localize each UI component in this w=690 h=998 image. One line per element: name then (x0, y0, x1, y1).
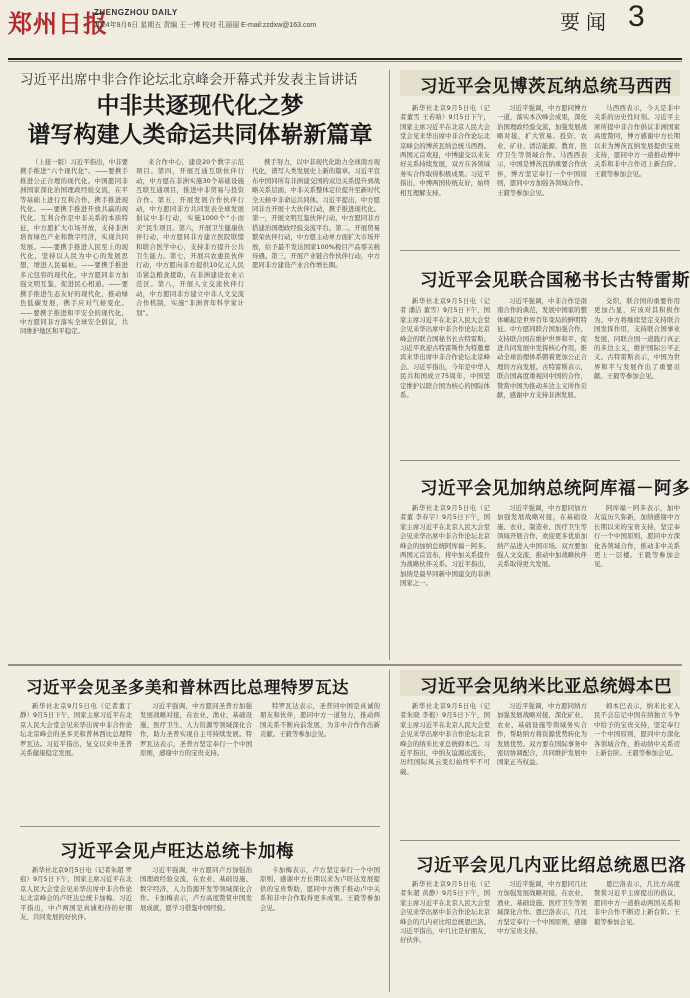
newspaper-english-name: ZHENGZHOU DAILY (94, 8, 178, 17)
art6-col2: 习近平强调，中方愿同卢方加强治国理政经验交流，在农业、基础设施、数字经济、人力资源开发等领域深化合作。卡加梅表示，卢方高度赞赏中国发展成就，愿学习借鉴中国经验。 (140, 866, 252, 912)
art2-col2: 习近平强调，中非合作是南南合作的典范，发展中国家的整体崛起是世界百年变局的鲜明特征。中方愿同联合国加强合作，支持联合国在维护世界和平、促进共同发展中发挥核心作用，推动全球治理体系朝着更加公正合理的方向发展。古特雷斯表示，联合国高度重视同中国的合作，赞赏中国为推动多边主义所作贡献，感谢中方支持非洲发展。 (497, 297, 587, 400)
masthead-rule (8, 58, 682, 60)
art2-col1: 新华社北京9月5日电（记者 潘洁 董雪）9月5日下午，国家主席习近平在北京人民大会堂会见来华出席中非合作论坛北京峰会的联合国秘书长古特雷斯。习近平欢迎古特雷斯作为特邀嘉宾来华出席中非合作论坛北京峰会。习近平指出，今年是中华人民共和国成立75周年，中国坚定维护以联合国为核心的国际体系。 (400, 297, 490, 400)
art2-col3: 交织，联合国的重要作用更加凸显，应该对其积极作为。中方将继续坚定支持联合国发挥作用，支持联合国事业发展，同联合国一道践行真正的多边主义，维护国际公平正义。古特雷斯表示，中国为世界和平与发展作出了重要贡献。王毅等参加会见。 (594, 297, 680, 381)
art3-col2: 习近平强调，中方愿同加方加强发展战略对接，在基础设施、农业、制造业、医疗卫生等领域开展合作，欢迎更多优质加纳产品进入中国市场。双方要加强人文交流，推动中加战略伙伴关系取得更大发展。 (497, 504, 587, 569)
art4-col2: 习近平强调，中方愿同圣普方加强发展战略对接，在农业、渔业、基础设施、医疗卫生、人力资源等领域深化合作，助力圣普实现自主可持续发展。特罗瓦达表示，圣普方坚定奉行一个中国原则，感谢中方的宝贵支持。 (140, 702, 252, 758)
article-divider (400, 250, 680, 251)
article-divider (400, 460, 680, 461)
art3-col1: 新华社北京9月5日电（记者董 李春宇）9月5日下午，国家主席习近平在北京人民大会堂会见来华出席中非合作论坛北京峰会的加纳总统阿库福－阿多。两国元首宣布，将中加关系提升为战略伙伴关系。习近平指出，加纳是最早同新中国建交的非洲国家之一。 (400, 504, 490, 588)
lead-headline-line2: 谱写构建人类命运共同体崭新篇章 (27, 121, 373, 148)
newspaper-logo: 郑州日报 (8, 9, 108, 38)
article-divider (400, 840, 680, 841)
art7-title: 习近平会见几内亚比绍总统恩巴洛 (416, 856, 686, 876)
art4-col1: 新华社北京9月5日电（记者董丁静）9月5日下午，国家主席习近平在北京人民大会堂会见来华出席中非合作论坛北京峰会的圣多美和普林西比总理特罗瓦达。习近平指出，复交以来中圣普关系健康稳定发展。 (20, 702, 132, 758)
art1-col3: 马西西表示，今天是非中关系的历史性时刻。习近平主席所提中非合作倡议非洲国家高度赞同，博方感谢中方长期以来为博茨瓦纳发展提供宝贵支持，愿同中方一道推动博中关系和非中合作迈上新台阶。王毅等参加会见。 (594, 104, 680, 178)
art3-col3: 阿库福－阿多表示，加中友谊历久弥新，加纳感谢中方长期以来的宝贵支持，坚定奉行一个中国原则，愿同中方深化各领域合作，推动非中关系更上一层楼。王毅等参加会见。 (594, 504, 680, 569)
column-divider (389, 670, 390, 992)
art1-col1: 新华社北京9月5日电（记者董雪 王若晗）9月5日下午，国家主席习近平在北京人民大会堂会见来华出席中非合作论坛北京峰会的博茨瓦纳总统马西西。两国元首欢迎，中博建交以来友好关系持续发展，双方在各领域务实合作取得积极成果。习近平指出，中博两国传统友好，始终相互理解支持。 (400, 104, 490, 197)
art3-title: 习近平会见加纳总统阿库福－阿多 (420, 479, 690, 499)
article-divider (20, 826, 380, 827)
lead-headline-line1: 中非共逐现代化之梦 (96, 92, 304, 119)
art5-col3: 姆本巴表示，纳米比亚人民不会忘记中国在纳独立斗争中给予的宝贵支持，坚定奉行一个中国原则，愿同中方深化各领域合作，推动纳中关系迈上新台阶。王毅等参加会见。 (594, 702, 680, 758)
art1-col2: 习近平强调，中方愿同博方一道，落实本次峰会成果，深化治国理政经验交流，加强发展战略对接，扩大贸易、投资、农业、矿业、清洁能源、教育、医疗卫生等领域合作。马西西表示，中国是博茨瓦纳重要合作伙伴，博方坚定奉行一个中国原则，愿同中方加强各领域合作。王毅等参加会见。 (497, 104, 587, 197)
art4-col3: 特罗瓦达表示，圣普同中国是真诚的朋友和伙伴，愿同中方一道努力，推动两国关系不断向前发展，为非中合作作出新贡献。王毅等参加会见。 (260, 702, 380, 739)
art5-col2: 习近平强调，中方愿同纳方加强发展战略对接，深化矿业、农业、基础设施等领域务实合作，帮助纳方将资源优势转化为发展优势。双方要在国际事务中密切协调配合，共同维护发展中国家正当权益。 (497, 702, 587, 767)
art6-title: 习近平会见卢旺达总统卡加梅 (60, 842, 294, 862)
art5-col1: 新华社北京9月5日电（记者朱晓 李根）9月5日下午，国家主席习近平在北京人民大会堂会见来华出席中非合作论坛北京峰会的纳米比亚总统姆本巴。习近平指出，中纳友谊源远流长，历经国际风云变幻始终牢不可破。 (400, 702, 490, 776)
lead-body-col2: 来合作中心，建设20个数字示范项目。第四，开展互通互联伙伴行动，中方愿在非洲实施30个基础设施互联互通项目，推进中非贸易与投资合作。第五，开展发展合作伙伴行动，中方愿同非方共同发表全球发展倡议中非行动，实施1000个“小而美”民生项目。第六，开展卫生健康伙伴行动，中方愿同非方建立医院联盟和联合医学中心，支持非方提升公共卫生能力。第七，开展兴农惠民伙伴行动，中方愿向非方提供10亿元人民币紧急粮食援助，在非洲建设农业示范区。第八，开展人文交流伙伴行动，中方愿同非方建立中非人文交流合作机制，实施“非洲青年科学家计划”。 (136, 158, 244, 317)
art4-title: 习近平会见圣多美和普林西比总理特罗瓦达 (26, 678, 349, 697)
section-rule (8, 664, 682, 666)
column-divider (389, 70, 390, 660)
art7-col2: 习近平强调，中方愿同几比方加强发展战略对接，在农业、渔业、基础设施、医疗卫生等领域深化合作。恩巴洛表示，几比方坚定奉行一个中国原则，感谢中方宝贵支持。 (497, 880, 587, 936)
art1-title: 习近平会见博茨瓦纳总统马西西 (420, 77, 672, 97)
lead-kicker: 习近平出席中非合作论坛北京峰会开幕式并发表主旨讲话 (20, 72, 358, 88)
section-name: 要闻 (560, 10, 612, 34)
art7-col3: 恩巴洛表示，几比方高度赞赏习近平主席提出的倡议，愿同中方一道推动两国关系和非中合作不断迈上新台阶。王毅等参加会见。 (594, 880, 680, 926)
art2-title: 习近平会见联合国秘书长古特雷斯 (420, 271, 690, 291)
art5-title: 习近平会见纳米比亚总统姆本巴 (420, 677, 672, 697)
lead-body-col1: （上接一版）习近平指出，中非要携手推进“六个现代化”。——要携手推进公正合理的现代化。中国愿同非洲国家深化治国理政经验交流，在平等基础上进行互利合作，携手推进现代化。——要携手推进开放共赢的现代化。互利合作是中非关系的本质特征，中方愿扩大市场开放，支持非洲培育绿色产业和数字经济，实现共同发展。——要携手推进人民至上的现代化，坚持以人民为中心的发展思想，增进人民福祉。——要携手推进多元包容的现代化，中方愿同非方加强文明互鉴，促进民心相通。——要携手推进生态友好的现代化，推动绿色低碳发展，携手应对气候变化。——要携手推进和平安全的现代化，中方愿同非方落实全球安全倡议，共同维护地区和平稳定。 (20, 158, 128, 336)
masthead-rule-thin (8, 61, 682, 62)
issue-meta: 2024年9月6日 星期五 责编 王一博 校对 孔丽丽 E-mail:zzdxw@163.com (94, 22, 317, 29)
lead-body-col3: 携手努力，以中非现代化助力全球南方现代化，谱写人类发展史上新的篇章。习近平宣布中国同所有非洲建交国的双边关系提升到战略关系层面，中非关系整体定位提升至新时代全天候中非命运共同体。习近平提出，中方愿同非方开展十大伙伴行动，携手推进现代化。第一，开展文明互鉴伙伴行动，中方愿同非方搭建治国理政经验交流平台。第二，开展贸易繁荣伙伴行动，中方愿主动单方面扩大市场开放，给予最不发达国家100%税目产品零关税待遇。第三，开展产业链合作伙伴行动，中方愿同非方建设产业合作增长圈。 (252, 158, 380, 270)
art6-col1: 新华社北京9月5日电（记者朱超 罗痕）9月5日下午，国家主席习近平在北京人民大会堂会见来华出席中非合作论坛北京峰会的卢旺达总统卡加梅。习近平指出，中卢两国是真诚相待的好朋友、共同发展的好伙伴。 (20, 866, 132, 922)
art7-col1: 新华社北京9月5日电（记者朱超 黄静）9月5日下午，国家主席习近平在北京人民大会堂会见来华出席中非合作论坛北京峰会的几内亚比绍总统恩巴洛。习近平指出，中几比是好朋友、好伙伴。 (400, 880, 490, 945)
page-number: 3 (628, 0, 645, 33)
art6-col3: 卡加梅表示，卢方坚定奉行一个中国原则，感谢中方长期以来为卢旺达发展提供的宝贵帮助，愿同中方携手推动卢中关系和非中合作取得更多成果。王毅等参加会见。 (260, 866, 380, 912)
